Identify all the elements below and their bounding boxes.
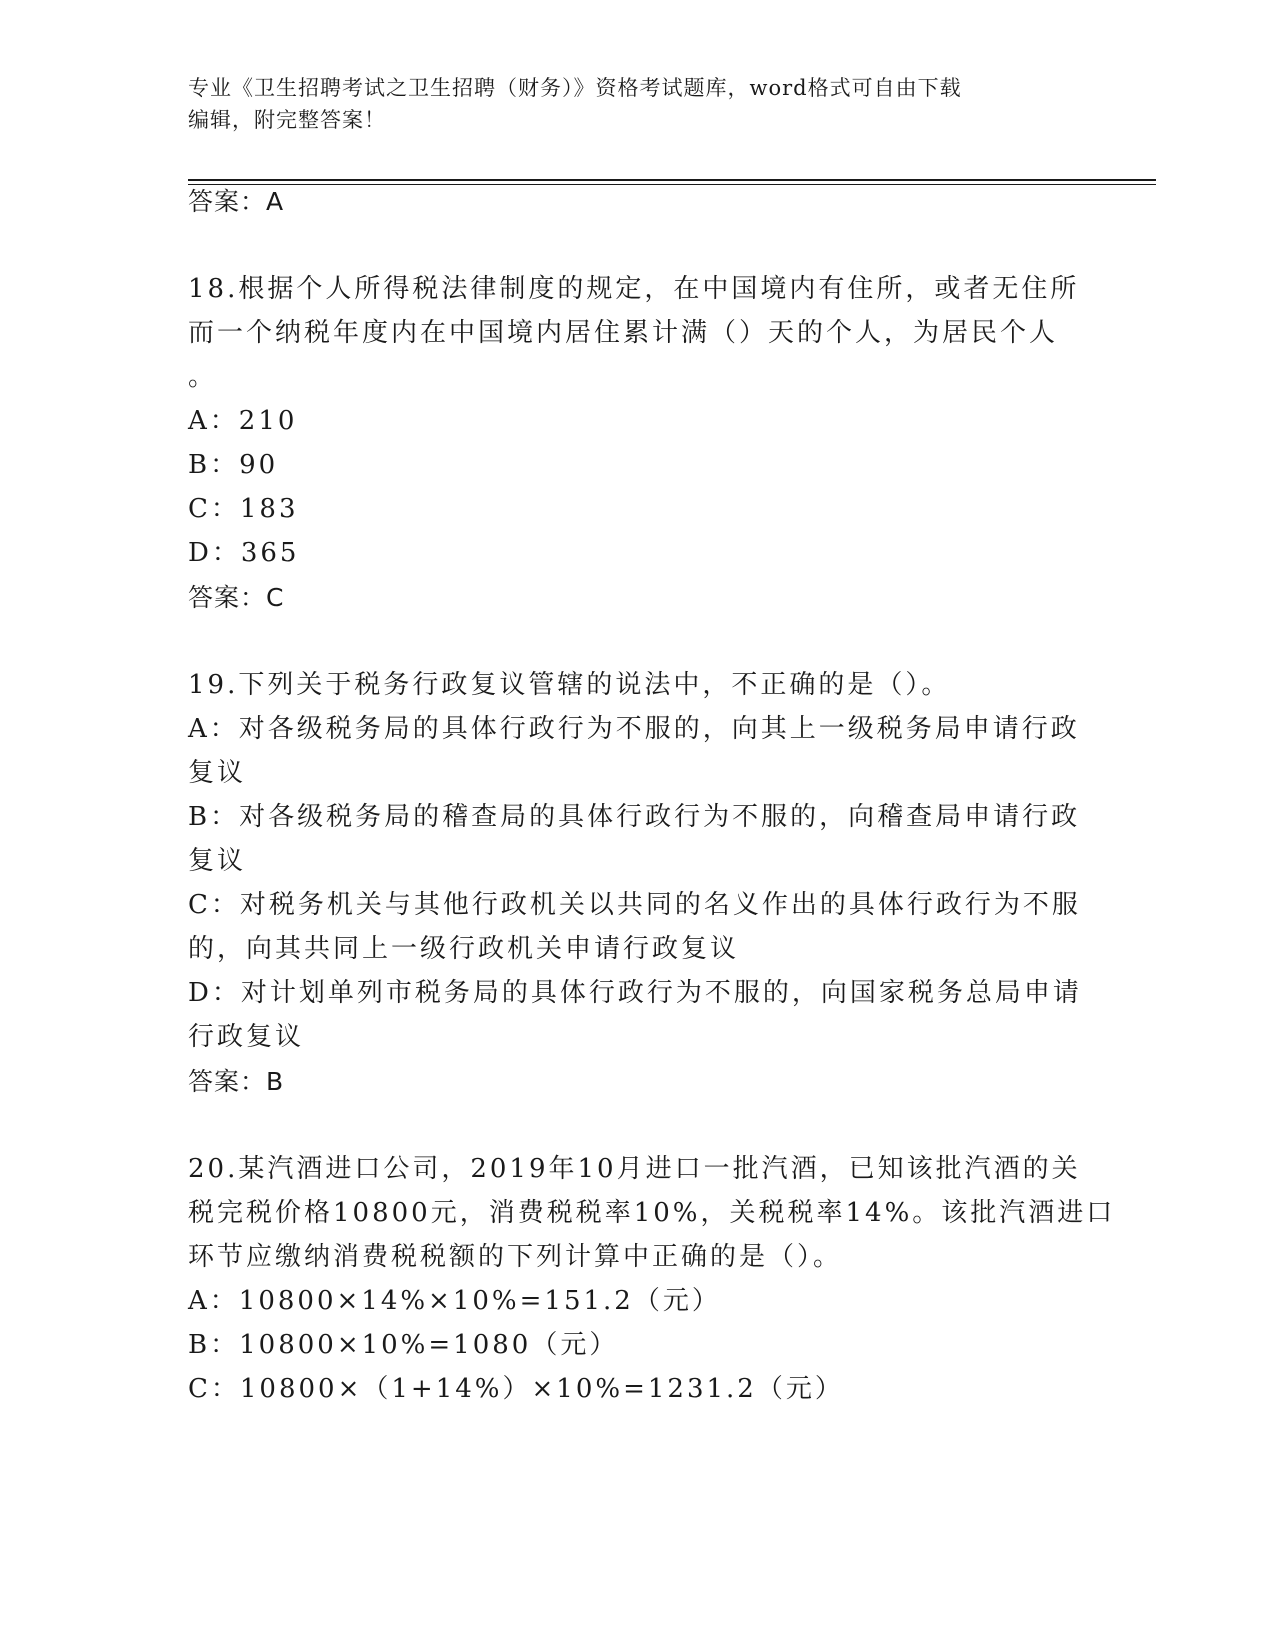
q20-option-c: C：10800×（1+14%）×10%=1231.2（元） — [188, 1374, 844, 1404]
q19-option-d: D：对计划单列市税务局的具体行政行为不服的，向国家税务总局申请 — [188, 978, 1082, 1008]
q19-option-c-cont: 的，向其共同上一级行政机关申请行政复议 — [188, 934, 740, 964]
q18-answer: 答案：C — [188, 583, 285, 612]
q20-line-2: 税完税价格10800元，消费税税率10%，关税税率14%。该批汽酒进口 — [188, 1198, 1116, 1228]
answer-17: 答案：A — [188, 187, 285, 216]
q19-option-c: C：对税务机关与其他行政机关以共同的名义作出的具体行政行为不服 — [188, 890, 1081, 920]
q19-answer: 答案：B — [188, 1067, 285, 1096]
q20-option-b: B：10800×10%=1080（元） — [188, 1330, 619, 1360]
q19-option-b: B：对各级税务局的稽查局的具体行政行为不服的，向稽查局申请行政 — [188, 802, 1081, 832]
q19-option-d-cont: 行政复议 — [188, 1022, 305, 1052]
q19-question: 19.下列关于税务行政复议管辖的说法中，不正确的是（）。 — [188, 670, 951, 700]
q18-line-1: 18.根据个人所得税法律制度的规定，在中国境内有住所，或者无住所 — [188, 274, 1080, 304]
header-divider-thin — [188, 184, 1156, 185]
q19-option-b-cont: 复议 — [188, 846, 247, 876]
header-line-1: 专业《卫生招聘考试之卫生招聘（财务）》资格考试题库，word格式可自由下载 — [188, 76, 962, 100]
header-line-2: 编辑，附完整答案！ — [188, 108, 386, 132]
q20-option-a: A：10800×14%×10%=151.2（元） — [188, 1286, 721, 1316]
q18-line-2: 而一个纳税年度内在中国境内居住累计满（）天的个人，为居民个人 — [188, 318, 1059, 348]
q18-option-d: D：365 — [188, 538, 300, 568]
q18-option-b: B：90 — [188, 450, 279, 480]
q19-option-a: A：对各级税务局的具体行政行为不服的，向其上一级税务局申请行政 — [188, 714, 1080, 744]
q20-line-3: 环节应缴纳消费税税额的下列计算中正确的是（）。 — [188, 1242, 843, 1272]
header-divider — [188, 179, 1156, 181]
q18-option-a: A：210 — [188, 406, 298, 436]
q20-line-1: 20.某汽酒进口公司，2019年10月进口一批汽酒，已知该批汽酒的关 — [188, 1154, 1081, 1184]
q18-line-3: 。 — [188, 362, 218, 392]
q18-option-c: C：183 — [188, 494, 299, 524]
q19-option-a-cont: 复议 — [188, 758, 247, 788]
document-header — [188, 72, 1088, 136]
